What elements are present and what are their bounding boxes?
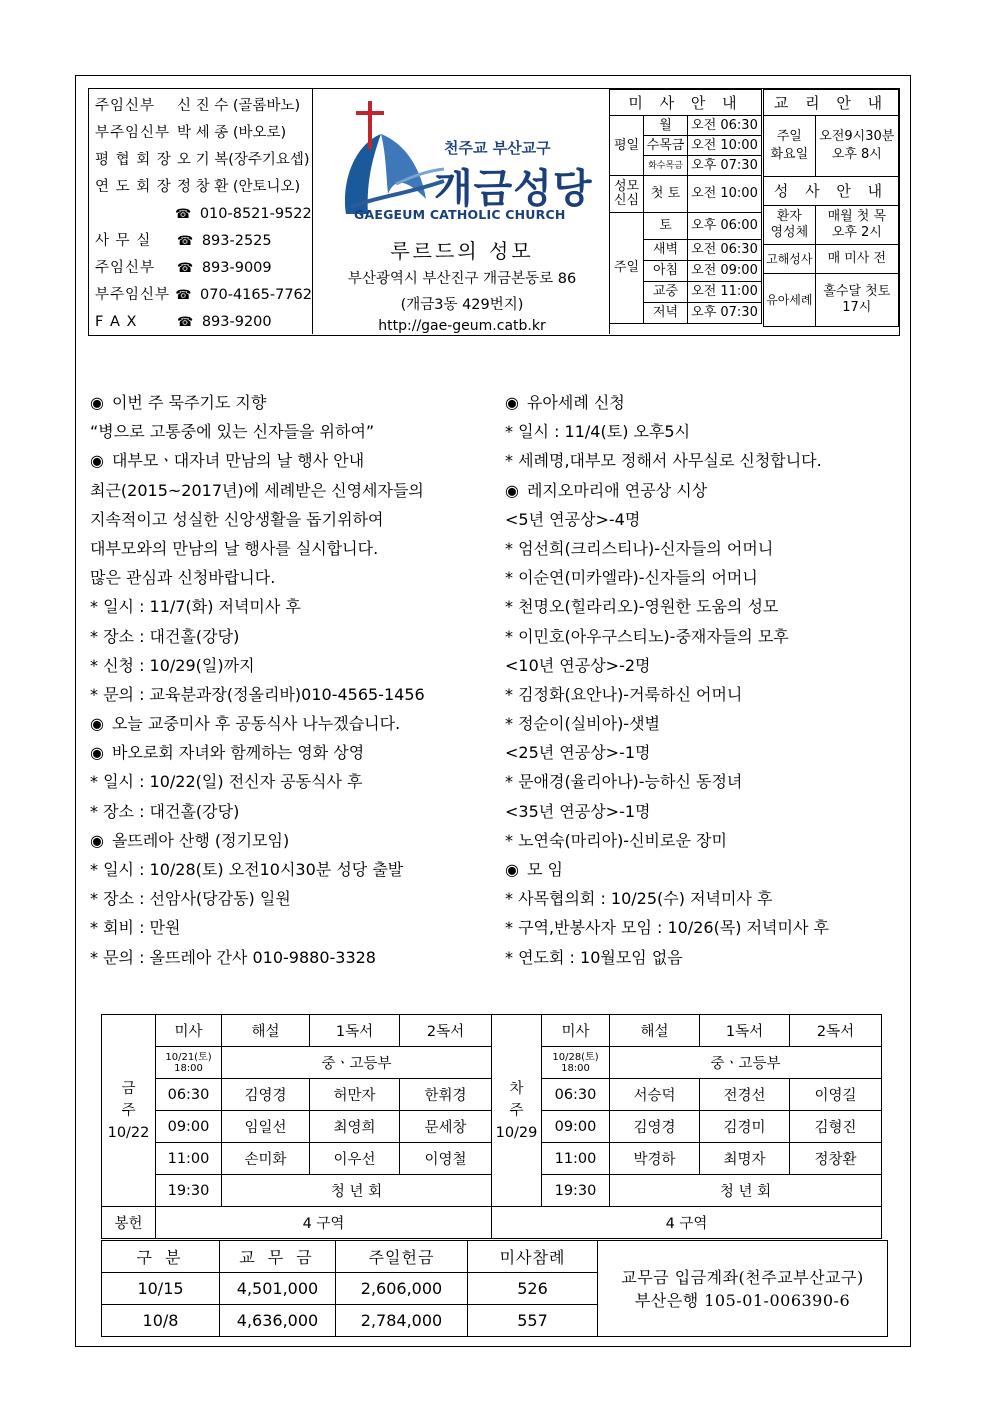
announcement-heading <box>505 476 905 505</box>
staff-value <box>177 174 312 201</box>
finance-sunday: 2,606,000 <box>336 1273 468 1305</box>
sacrament-title: 성 사 안 내 <box>764 177 899 206</box>
role-header: 2독서 <box>400 1015 492 1047</box>
finance-gyomu: 4,501,000 <box>220 1273 336 1305</box>
announcement-heading <box>505 855 905 884</box>
commentator: 임일선 <box>222 1111 310 1143</box>
announcement-line <box>90 680 495 709</box>
announcement-text: * 문의 : 교육분과장(정올리바)010-4565-1456 <box>90 684 425 704</box>
finance-mass: 526 <box>468 1273 598 1305</box>
announcement-text: * 김정화(요안나)-거룩하신 어머니 <box>505 684 743 704</box>
announcement-text: * 일시 : 10/28(토) 오전10시30분 성당 출발 <box>90 860 404 879</box>
bullet-icon: ◉ <box>90 714 104 734</box>
role-header: 1독서 <box>700 1015 790 1047</box>
announcement-line <box>505 651 905 680</box>
announcement-heading <box>90 709 495 738</box>
reader-2: 문세창 <box>400 1111 492 1143</box>
announcement-text: <5년 연공상>-4명 <box>505 509 641 529</box>
role-header: 미사 <box>156 1015 222 1047</box>
vigil-time: 10/28(토) 18:00 <box>542 1047 610 1079</box>
mass-time: 09:00 <box>156 1111 222 1143</box>
announcement-text: * 일시 : 11/4(토) 오후5시 <box>505 422 691 442</box>
role-header: 2독서 <box>790 1015 882 1047</box>
mass-schedule-table <box>609 89 762 324</box>
staff-label: 부주임신부 <box>95 125 171 141</box>
announcement-line <box>505 884 905 913</box>
saturday-time: 오후 06:00 <box>688 213 762 240</box>
finance-table <box>101 1240 888 1337</box>
bongheon-label: 봉헌 <box>102 1207 156 1239</box>
confession-label: 고해성사 <box>764 245 816 274</box>
weekday-time: 오후 07:30 <box>688 156 762 176</box>
announcement-text: * 정순이(실비아)-샛별 <box>505 714 660 734</box>
staff-value <box>177 147 312 174</box>
announcement-text: * 회비 : 만원 <box>90 918 181 938</box>
staff-text: 893-2525 <box>201 233 272 249</box>
staff-text: 070-4165-7762 <box>200 287 312 303</box>
announcement-text: * 세례명,대부모 정해서 사무실로 신청합니다. <box>505 451 822 471</box>
reader-2: 한휘경 <box>400 1079 492 1111</box>
confession-value: 매 미사 전 <box>815 245 898 274</box>
bullet-icon: ◉ <box>505 480 519 500</box>
announcement-text: * 노연숙(마리아)-신비로운 장미 <box>505 830 727 850</box>
infant-baptism-label: 유아세례 <box>764 274 816 327</box>
sick-communion-value: 매월 첫 목 오후 2시 <box>815 206 898 245</box>
evening-group: 청 년 회 <box>222 1175 492 1207</box>
announcement-line <box>90 622 495 651</box>
sick-communion-label: 환자 영성체 <box>764 206 816 245</box>
staff-label: 주임신부 <box>95 260 156 276</box>
commentator: 김영경 <box>610 1111 700 1143</box>
role-header: 1독서 <box>310 1015 400 1047</box>
announcement-text: <25년 연공상>-1명 <box>505 743 651 763</box>
announcement-text: 지속적이고 성실한 신앙생활을 돕기위하여 <box>90 509 384 529</box>
staff-row <box>95 174 312 201</box>
finance-header: 교 무 금 <box>220 1241 336 1273</box>
staff-label: F A X <box>95 314 138 330</box>
staff-value <box>177 255 312 282</box>
announcement-line <box>90 651 495 680</box>
announcement-text: 모 임 <box>526 860 563 879</box>
reader-2: 정창환 <box>790 1143 882 1175</box>
announcement-text: 유아세례 신청 <box>526 393 625 412</box>
reader-1: 허만자 <box>310 1079 400 1111</box>
announcement-line <box>90 417 495 446</box>
mass-time: 06:30 <box>542 1079 610 1111</box>
announcement-line <box>505 767 905 796</box>
role-header: 해설 <box>222 1015 310 1047</box>
phone-icon: ☎ <box>175 288 192 303</box>
announcement-text: * 엄선희(크리스티나)-신자들의 어머니 <box>505 538 774 558</box>
staff-row <box>95 309 312 336</box>
finance-sunday: 2,784,000 <box>336 1305 468 1337</box>
announcement-text: * 일시 : 10/22(일) 전신자 공동식사 후 <box>90 772 363 792</box>
announcement-line <box>90 534 495 563</box>
announcement-text: * 구역,반봉사자 모임 : 10/26(목) 저녁미사 후 <box>505 918 829 938</box>
sunday-time: 오전 11:00 <box>688 282 762 303</box>
announcement-line <box>90 797 495 826</box>
staff-text: 893-9009 <box>201 260 272 276</box>
finance-date: 10/8 <box>102 1305 220 1337</box>
announcement-text: * 장소 : 선암사(당감동) 일원 <box>90 889 291 909</box>
announcement-text: * 신청 : 10/29(일)까지 <box>90 655 255 675</box>
staff-text: 010-8521-9522 <box>199 206 312 222</box>
reader-1: 전경선 <box>700 1079 790 1111</box>
staff-value <box>177 228 312 255</box>
announcement-text: * 연도회 : 10월모임 없음 <box>505 947 683 967</box>
announcement-line <box>505 797 905 826</box>
account-line-2: 부산은행 105-01-006390-6 <box>634 1290 851 1310</box>
announcement-text: 이번 주 묵주기도 지향 <box>111 393 267 412</box>
reader-1: 김경미 <box>700 1111 790 1143</box>
commentator: 손미화 <box>222 1143 310 1175</box>
announcement-line <box>90 767 495 796</box>
announcement-line <box>90 592 495 621</box>
staff-text: 박 세 종 (바오로) <box>177 125 287 141</box>
bullet-icon: ◉ <box>90 393 104 412</box>
announcements-right <box>505 388 905 972</box>
staff-row <box>95 93 312 120</box>
weekday-day: 화수목금 <box>644 156 688 176</box>
announcement-line <box>505 738 905 767</box>
announcement-line <box>90 913 495 942</box>
staff-value <box>177 120 312 147</box>
finance-gyomu: 4,636,000 <box>220 1305 336 1337</box>
sunday-slot: 교중 <box>644 282 688 303</box>
reader-2: 이영길 <box>790 1079 882 1111</box>
commentator: 박경하 <box>610 1143 700 1175</box>
address-line-1: 부산광역시 부산진구 개금본동로 86 <box>347 271 577 287</box>
announcement-line <box>505 826 905 855</box>
announcement-heading <box>90 388 495 417</box>
liturgy-roles-table <box>101 1014 882 1239</box>
finance-date: 10/15 <box>102 1273 220 1305</box>
vigil-time: 10/21(토) 18:00 <box>156 1047 222 1079</box>
weekday-day: 수목금 <box>644 136 688 156</box>
weekday-day: 월 <box>644 116 688 136</box>
announcement-line <box>90 563 495 592</box>
staff-text: 893-9200 <box>201 314 272 330</box>
staff-text: 오 기 복(장주기요셉) <box>177 152 310 168</box>
weekday-time: 오전 10:00 <box>688 136 762 156</box>
reader-1: 최명자 <box>700 1143 790 1175</box>
sunday-slot: 아침 <box>644 261 688 282</box>
announcement-heading <box>90 738 495 767</box>
bullet-icon: ◉ <box>90 830 104 850</box>
announcement-text: 대부모ㆍ대자녀 만남의 날 행사 안내 <box>111 451 365 471</box>
role-header: 미사 <box>542 1015 610 1047</box>
sunday-time: 오후 07:30 <box>688 303 762 324</box>
announcement-text: “병으로 고통중에 있는 신자들을 위하여” <box>90 422 375 442</box>
announcement-line <box>505 592 905 621</box>
reader-1: 이우선 <box>310 1143 400 1175</box>
announcement-line <box>505 622 905 651</box>
lourdes-title: 루르드의 성모 <box>390 239 534 263</box>
doctrine-title: 교 리 안 내 <box>764 90 899 116</box>
announcement-line <box>505 943 905 972</box>
evening-time: 19:30 <box>542 1175 610 1207</box>
mass-time: 06:30 <box>156 1079 222 1111</box>
announcement-text: 오늘 교중미사 후 공동식사 나누겠습니다. <box>111 714 401 734</box>
announcement-line <box>90 943 495 972</box>
staff-directory <box>89 89 313 334</box>
this-week-label: 금 주 10/22 <box>102 1015 156 1207</box>
announcement-line <box>505 709 905 738</box>
staff-value <box>95 201 312 228</box>
evening-group: 청 년 회 <box>610 1175 882 1207</box>
finance-header: 구 분 <box>102 1241 220 1273</box>
bongheon-this-week: 4 구역 <box>156 1207 492 1239</box>
weekday-label: 평일 <box>610 116 644 176</box>
announcement-text: * 일시 : 11/7(화) 저녁미사 후 <box>90 597 301 617</box>
role-header: 해설 <box>610 1015 700 1047</box>
announcement-line <box>90 505 495 534</box>
staff-value <box>177 93 312 120</box>
announcement-line <box>505 505 905 534</box>
announcement-text: * 문의 : 올뜨레아 간사 010-9880-3328 <box>90 947 376 967</box>
staff-row <box>95 120 312 147</box>
reader-2: 이영철 <box>400 1143 492 1175</box>
staff-label: 사 무 실 <box>95 233 152 249</box>
staff-row <box>95 255 312 282</box>
sunday-time: 오전 06:30 <box>688 240 762 261</box>
announcement-line <box>505 534 905 563</box>
announcement-text: * 이민호(아우구스티노)-중재자들의 모후 <box>505 626 789 646</box>
finance-header: 주일헌금 <box>336 1241 468 1273</box>
staff-row <box>95 147 312 174</box>
staff-row <box>95 201 312 228</box>
announcement-text: * 사목협의회 : 10/25(수) 저녁미사 후 <box>505 889 773 909</box>
bullet-icon: ◉ <box>90 743 104 763</box>
staff-text: 정 창 환 (안토니오) <box>177 179 301 195</box>
bullet-icon: ◉ <box>90 451 104 471</box>
announcement-heading <box>90 446 495 475</box>
evening-time: 19:30 <box>156 1175 222 1207</box>
doctrine-day: 주일 화요일 <box>764 116 816 177</box>
bullet-icon: ◉ <box>505 393 519 412</box>
mary-label: 성모 신심 <box>610 176 644 213</box>
weekday-time: 오전 06:30 <box>688 116 762 136</box>
announcement-line <box>505 446 905 475</box>
staff-label: 부주임신부 <box>95 287 171 303</box>
announcement-text: 많은 관심과 신청바랍니다. <box>90 568 276 588</box>
sunday-time: 오전 09:00 <box>688 261 762 282</box>
announcement-text: * 이순연(미카엘라)-신자들의 어머니 <box>505 568 758 588</box>
reader-2: 김형진 <box>790 1111 882 1143</box>
infant-baptism-value: 홀수달 첫토 17시 <box>815 274 898 327</box>
vigil-group: 중ㆍ고등부 <box>610 1047 882 1079</box>
staff-row <box>95 282 312 309</box>
announcement-text: * 장소 : 대건홀(강당) <box>90 801 240 821</box>
mass-title: 미 사 안 내 <box>610 90 762 116</box>
church-name: 개금성당 <box>434 166 593 212</box>
staff-label: 연 도 회 장 <box>95 179 172 195</box>
sunday-label: 주일 <box>610 213 644 324</box>
staff-value <box>177 309 312 336</box>
announcement-line <box>505 680 905 709</box>
announcement-text: 레지오마리애 연공상 시상 <box>526 480 708 500</box>
church-logo-area <box>314 89 610 334</box>
announcement-line <box>90 476 495 505</box>
staff-value <box>175 282 312 309</box>
announcement-text: 바오로회 자녀와 함께하는 영화 상영 <box>111 743 365 763</box>
announcement-text: * 문애경(율리아나)-능하신 동정녀 <box>505 772 743 792</box>
staff-row <box>95 228 312 255</box>
bulletin-header <box>88 88 900 336</box>
phone-icon: ☎ <box>177 234 194 249</box>
vigil-group: 중ㆍ고등부 <box>222 1047 492 1079</box>
bongheon-next-week: 4 구역 <box>492 1207 882 1239</box>
website-link[interactable]: http://gae-geum.catb.kr <box>378 318 546 334</box>
mass-time: 11:00 <box>542 1143 610 1175</box>
sunday-slot: 저녁 <box>644 303 688 324</box>
finance-header: 미사참례 <box>468 1241 598 1273</box>
church-name-en: GAEGEUM CATHOLIC CHURCH <box>354 207 566 222</box>
phone-icon: ☎ <box>177 315 194 330</box>
doctrine-time: 오전9시30분 오후 8시 <box>815 116 898 177</box>
announcement-line <box>90 884 495 913</box>
reader-1: 최영희 <box>310 1111 400 1143</box>
account-line-1: 교무금 입금계좌(천주교부산교구) <box>621 1267 864 1287</box>
address-line-2: (개금3동 429번지) <box>400 297 524 313</box>
sunday-slot: 새벽 <box>644 240 688 261</box>
mary-time: 오전 10:00 <box>688 176 762 213</box>
mass-time: 11:00 <box>156 1143 222 1175</box>
staff-text: 신 진 수 (골롬바노) <box>177 98 301 114</box>
bullet-icon: ◉ <box>505 860 519 879</box>
mass-time: 09:00 <box>542 1111 610 1143</box>
announcement-line <box>90 855 495 884</box>
announcement-heading <box>505 388 905 417</box>
staff-label: 평 협 회 장 <box>95 152 172 168</box>
diocese-name: 천주교 부산교구 <box>444 139 551 157</box>
announcement-text: <10년 연공상>-2명 <box>505 655 651 675</box>
announcements-left <box>90 388 495 972</box>
announcement-text: <35년 연공상>-1명 <box>505 801 651 821</box>
announcement-heading <box>90 826 495 855</box>
phone-icon: ☎ <box>175 207 192 222</box>
commentator: 김영경 <box>222 1079 310 1111</box>
phone-icon: ☎ <box>177 261 194 276</box>
announcement-text: * 천명오(힐라리오)-영원한 도움의 성모 <box>505 597 779 617</box>
church-logo-icon <box>326 99 446 219</box>
announcement-line <box>505 913 905 942</box>
mary-day: 첫 토 <box>644 176 688 213</box>
announcement-text: 대부모와의 만남의 날 행사를 실시합니다. <box>90 538 379 558</box>
announcement-line <box>505 417 905 446</box>
next-week-label: 차 주 10/29 <box>492 1015 542 1207</box>
announcement-text: 최근(2015~2017년)에 세례받은 신영세자들의 <box>90 480 424 500</box>
doctrine-sacrament-table <box>763 89 899 327</box>
finance-mass: 557 <box>468 1305 598 1337</box>
announcement-text: 올뜨레아 산행 (정기모임) <box>111 830 290 850</box>
saturday-day: 토 <box>644 213 688 240</box>
announcement-text: * 장소 : 대건홀(강당) <box>90 626 240 646</box>
announcement-line <box>505 563 905 592</box>
account-info <box>598 1241 888 1337</box>
commentator: 서승덕 <box>610 1079 700 1111</box>
staff-label: 주임신부 <box>95 98 156 114</box>
